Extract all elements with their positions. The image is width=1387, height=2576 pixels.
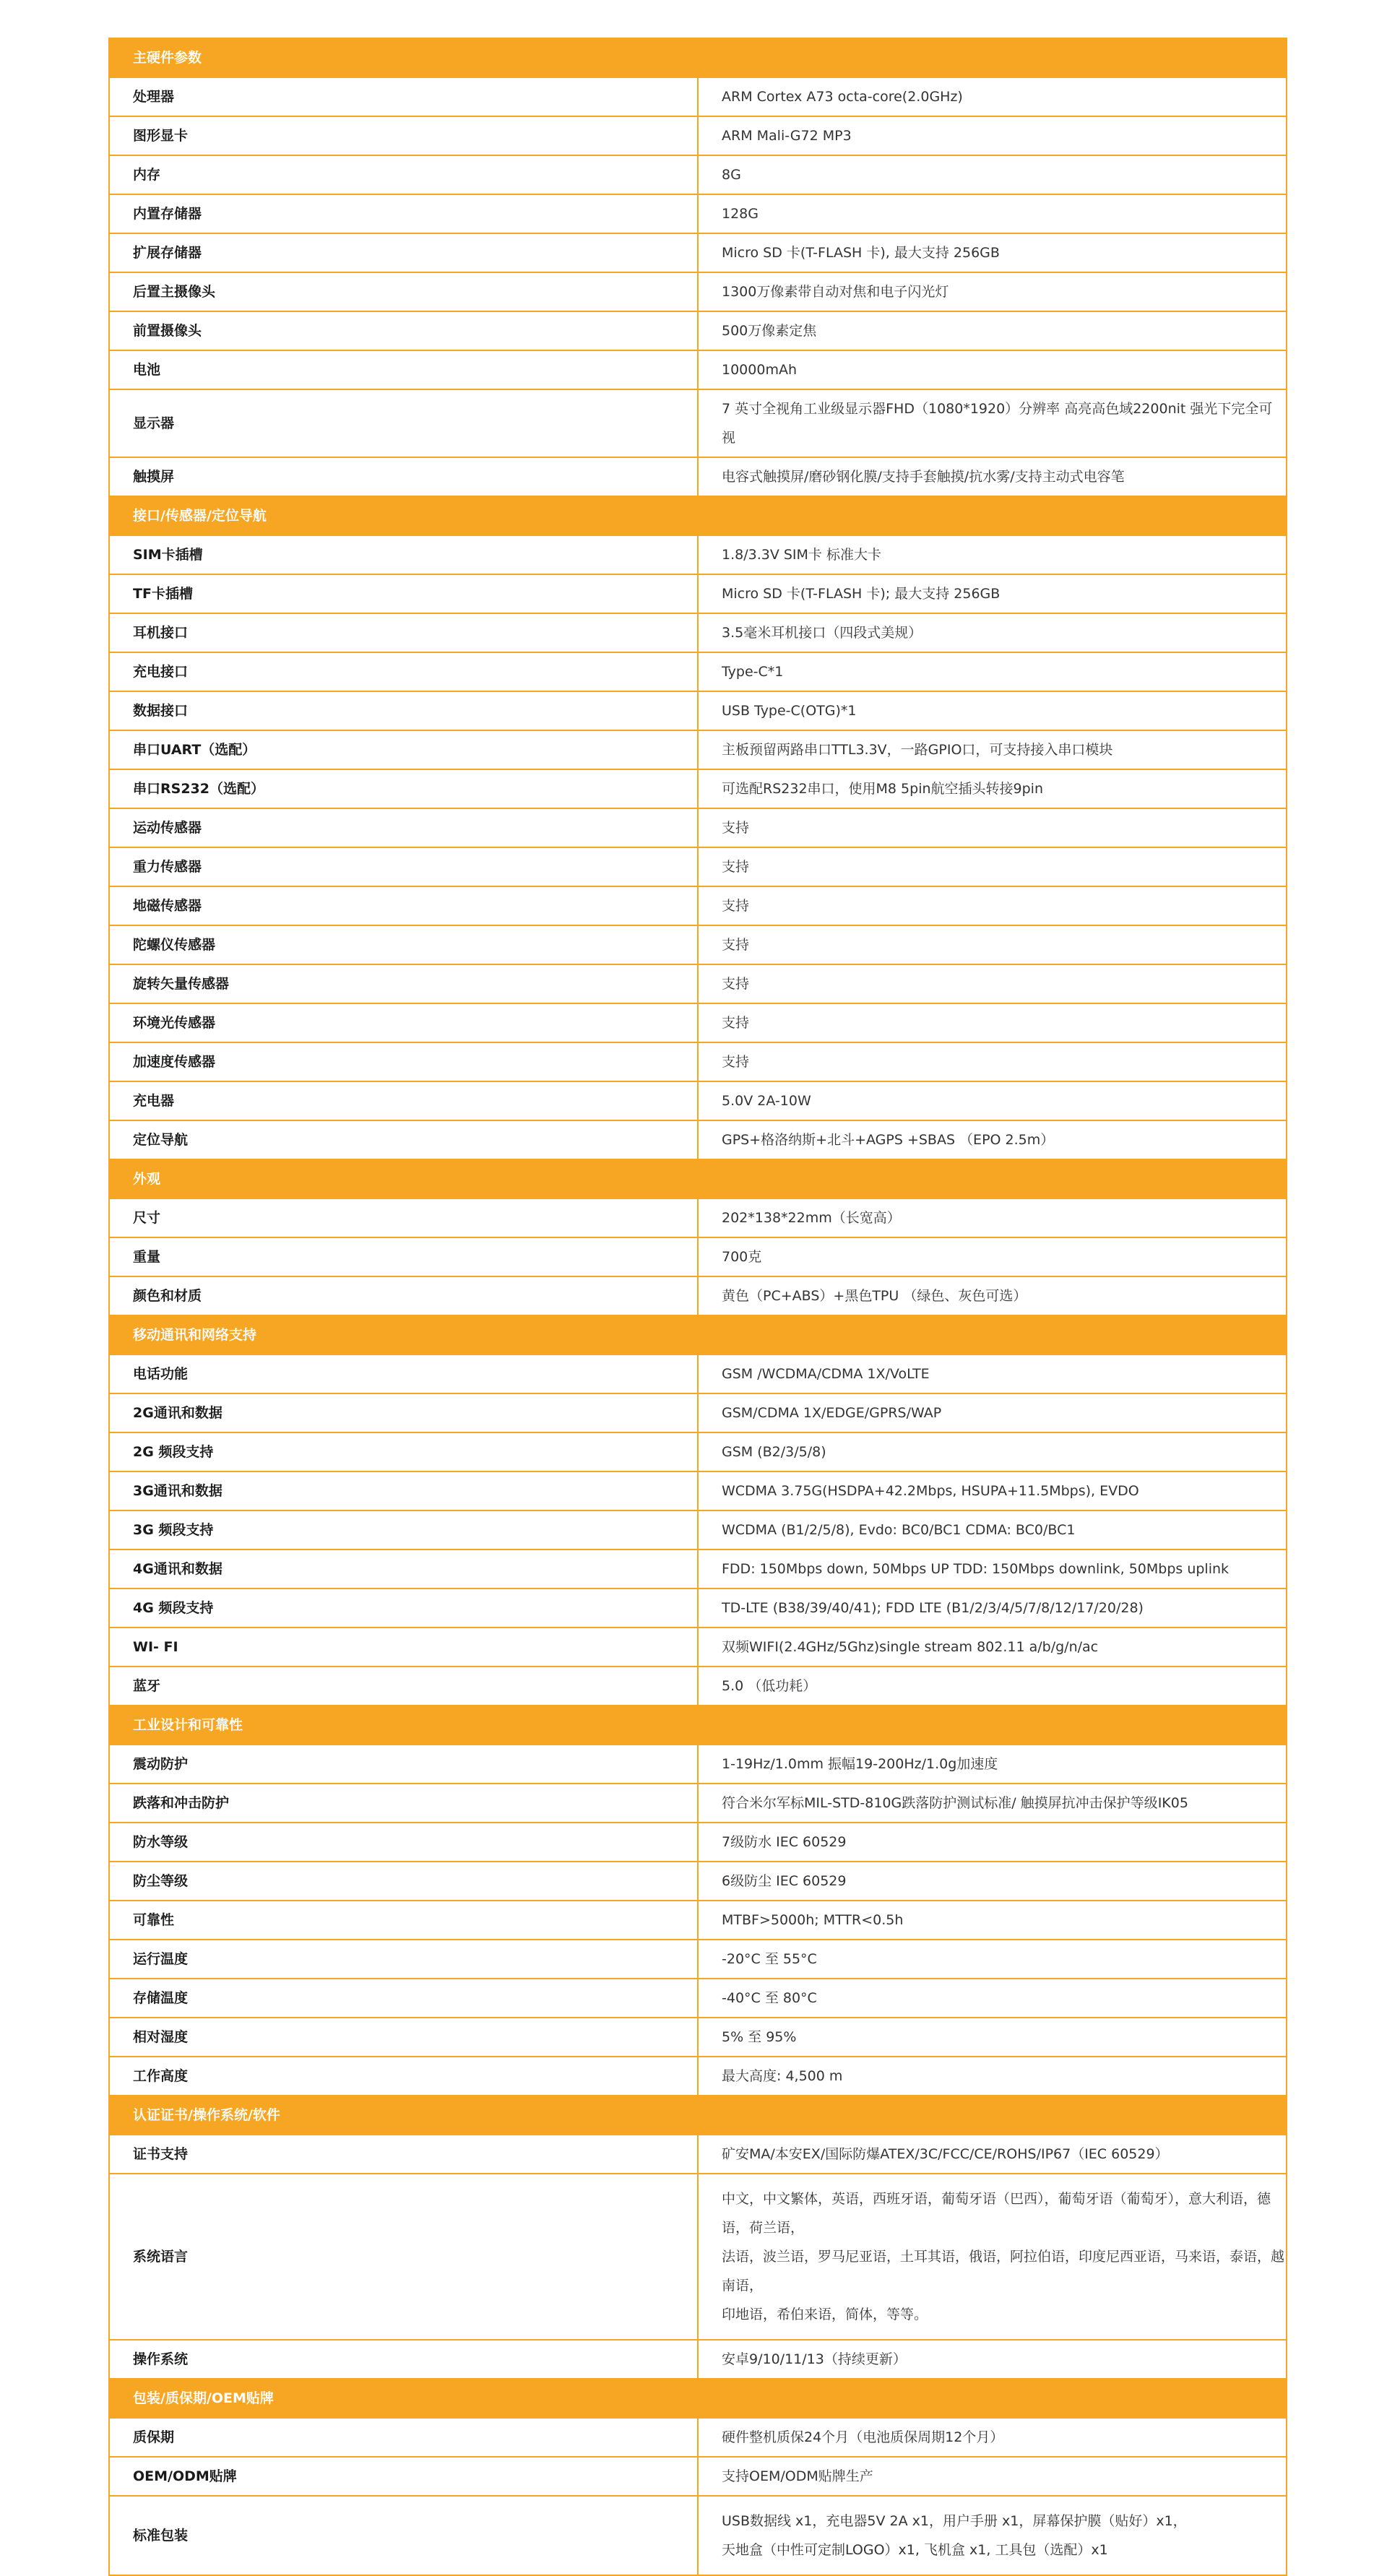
spec-label: 3G 频段支持 — [109, 1510, 698, 1550]
spec-label: 充电器 — [109, 1081, 698, 1120]
spec-row — [109, 2496, 1287, 2575]
spec-value — [698, 1901, 1287, 1940]
spec-row — [109, 1510, 1287, 1550]
spec-row — [109, 964, 1287, 1003]
spec-value-line: GPS+格洛纳斯+北斗+AGPS +SBAS （EPO 2.5m） — [722, 1132, 1055, 1148]
spec-value — [698, 613, 1287, 652]
spec-value — [698, 2135, 1287, 2174]
spec-label: 重量 — [109, 1237, 698, 1276]
spec-row — [109, 1354, 1287, 1393]
section-title: 认证证书/操作系统/软件 — [109, 2096, 1287, 2135]
spec-value-line: 天地盒（中性可定制LOGO）x1, 飞机盒 x1, 工具包（选配）x1 — [722, 2542, 1108, 2558]
spec-label: 蓝牙 — [109, 1667, 698, 1706]
spec-row — [109, 155, 1287, 194]
spec-label: 内置存储器 — [109, 194, 698, 233]
spec-value-line: 3.5毫米耳机接口（四段式美规） — [722, 625, 922, 641]
spec-label: 陀螺仪传感器 — [109, 925, 698, 964]
spec-value — [698, 1432, 1287, 1471]
spec-value-line: 黄色（PC+ABS）+黑色TPU （绿色、灰色可选） — [722, 1288, 1027, 1304]
section-header-row — [109, 2096, 1287, 2135]
spec-label: 质保期 — [109, 2418, 698, 2457]
spec-label: 跌落和冲击防护 — [109, 1784, 698, 1823]
spec-value — [698, 2457, 1287, 2496]
spec-value-line: 双频WIFI(2.4GHz/5Ghz)single stream 802.11 a/b/g/n/ac — [722, 1639, 1099, 1655]
spec-row — [109, 233, 1287, 272]
spec-label: 串口UART（选配） — [109, 730, 698, 769]
section-header-row — [109, 1159, 1287, 1198]
spec-label: 后置主摄像头 — [109, 272, 698, 311]
spec-value — [698, 1667, 1287, 1706]
spec-row — [109, 350, 1287, 389]
spec-value-line: 中文，中文繁体，英语，西班牙语，葡萄牙语（巴西），葡萄牙语（葡萄牙），意大利语，德语，荷兰语， — [722, 2191, 1271, 2236]
spec-value-line: 202*138*22mm（长宽高） — [722, 1210, 901, 1226]
spec-value — [698, 652, 1287, 691]
spec-label: 存储温度 — [109, 1979, 698, 2018]
spec-value — [698, 1550, 1287, 1589]
spec-value-line: 法语，波兰语，罗马尼亚语，土耳其语，俄语，阿拉伯语，印度尼西亚语，马来语，泰语，越南语， — [722, 2249, 1285, 2294]
spec-value — [698, 1471, 1287, 1510]
spec-row — [109, 1042, 1287, 1081]
spec-label: OEM/ODM贴牌 — [109, 2457, 698, 2496]
spec-label: 证书支持 — [109, 2135, 698, 2174]
spec-value — [698, 925, 1287, 964]
spec-value — [698, 2418, 1287, 2457]
spec-row — [109, 1901, 1287, 1940]
spec-value-line: USB Type-C(OTG)*1 — [722, 703, 857, 719]
section-header-row — [109, 496, 1287, 535]
spec-row — [109, 1003, 1287, 1042]
spec-value-line: 最大高度: 4,500 m — [722, 2068, 843, 2084]
spec-value-line: 7 英寸全视角工业级显示器FHD（1080*1920）分辨率 高亮高色域2200nit 强光下完全可视 — [722, 401, 1273, 446]
spec-value-line: 5.0V 2A-10W — [722, 1093, 811, 1109]
spec-value-line: ARM Cortex A73 octa-core(2.0GHz) — [722, 89, 963, 105]
spec-value-line: 安卓9/10/11/13（持续更新） — [722, 2351, 907, 2367]
spec-label: 充电接口 — [109, 652, 698, 691]
spec-label: 颜色和材质 — [109, 1276, 698, 1315]
spec-value-line: 700克 — [722, 1249, 762, 1265]
spec-label: 旋转矢量传感器 — [109, 964, 698, 1003]
spec-row — [109, 1237, 1287, 1276]
spec-row — [109, 769, 1287, 808]
spec-row — [109, 1120, 1287, 1159]
spec-value — [698, 2340, 1287, 2379]
section-title: 主硬件参数 — [109, 38, 1287, 77]
spec-value — [698, 964, 1287, 1003]
spec-row — [109, 730, 1287, 769]
spec-row — [109, 2057, 1287, 2096]
spec-label: 处理器 — [109, 77, 698, 116]
spec-value-line: 支持 — [722, 820, 750, 836]
spec-value-line: 符合米尔军标MIL-STD-810G跌落防护测试标准/ 触摸屏抗冲击保护等级IK05 — [722, 1795, 1188, 1811]
spec-value — [698, 77, 1287, 116]
spec-value — [698, 691, 1287, 730]
spec-value-line: TD-LTE (B38/39/40/41); FDD LTE (B1/2/3/4/5/7/8/12/17/20/28) — [722, 1600, 1144, 1616]
spec-label: 可靠性 — [109, 1901, 698, 1940]
spec-value — [698, 1393, 1287, 1432]
spec-value — [698, 1823, 1287, 1862]
spec-row — [109, 389, 1287, 457]
spec-row — [109, 535, 1287, 574]
spec-label: 前置摄像头 — [109, 311, 698, 350]
spec-value-line: 8G — [722, 167, 741, 183]
spec-row — [109, 2018, 1287, 2057]
spec-row — [109, 847, 1287, 886]
spec-label: 重力传感器 — [109, 847, 698, 886]
spec-row — [109, 808, 1287, 847]
spec-row — [109, 613, 1287, 652]
spec-value — [698, 1862, 1287, 1901]
spec-value-line: WCDMA 3.75G(HSDPA+42.2Mbps, HSUPA+11.5Mbps), EVDO — [722, 1483, 1139, 1499]
spec-value-line: 支持 — [722, 976, 750, 992]
spec-value — [698, 1354, 1287, 1393]
spec-value-line: 支持 — [722, 937, 750, 953]
spec-row — [109, 574, 1287, 613]
spec-value — [698, 311, 1287, 350]
spec-table — [108, 38, 1287, 2576]
spec-label: 尺寸 — [109, 1198, 698, 1237]
spec-value-line: -20°C 至 55°C — [722, 1951, 817, 1967]
spec-value-line: FDD: 150Mbps down, 50Mbps UP TDD: 150Mbps downlink, 50Mbps uplink — [722, 1561, 1230, 1577]
spec-value — [698, 1276, 1287, 1315]
spec-value — [698, 1784, 1287, 1823]
spec-value-line: 支持 — [722, 1015, 750, 1031]
spec-value-line: 6级防尘 IEC 60529 — [722, 1873, 847, 1889]
spec-value — [698, 2018, 1287, 2057]
spec-value — [698, 886, 1287, 925]
spec-value-line: 支持OEM/ODM贴牌生产 — [722, 2468, 873, 2484]
spec-label: 显示器 — [109, 389, 698, 457]
spec-value — [698, 1979, 1287, 2018]
spec-value — [698, 1003, 1287, 1042]
spec-table-body — [109, 38, 1287, 2575]
spec-row — [109, 272, 1287, 311]
spec-row — [109, 2340, 1287, 2379]
spec-label: 2G通讯和数据 — [109, 1393, 698, 1432]
spec-label: 定位导航 — [109, 1120, 698, 1159]
section-header-row — [109, 2379, 1287, 2418]
spec-value-line: 128G — [722, 206, 759, 222]
spec-value — [698, 155, 1287, 194]
spec-row — [109, 1550, 1287, 1589]
spec-label: 3G通讯和数据 — [109, 1471, 698, 1510]
section-header-row — [109, 38, 1287, 77]
spec-value-line: 5% 至 95% — [722, 2029, 797, 2045]
spec-label: 系统语言 — [109, 2174, 698, 2340]
spec-value — [698, 1745, 1287, 1784]
spec-label: 防尘等级 — [109, 1862, 698, 1901]
spec-row — [109, 691, 1287, 730]
spec-row — [109, 194, 1287, 233]
spec-value — [698, 194, 1287, 233]
spec-row — [109, 886, 1287, 925]
spec-label: 4G 频段支持 — [109, 1589, 698, 1628]
spec-value — [698, 847, 1287, 886]
spec-row — [109, 1979, 1287, 2018]
spec-value-line: USB数据线 x1，充电器5V 2A x1，用户手册 x1，屏幕保护膜（贴好）x1， — [722, 2513, 1187, 2529]
spec-value — [698, 535, 1287, 574]
spec-value — [698, 116, 1287, 155]
spec-row — [109, 2418, 1287, 2457]
spec-value — [698, 730, 1287, 769]
spec-row — [109, 311, 1287, 350]
spec-label: 运动传感器 — [109, 808, 698, 847]
spec-value-line: -40°C 至 80°C — [722, 1990, 817, 2006]
spec-value — [698, 769, 1287, 808]
spec-label: 电池 — [109, 350, 698, 389]
section-title: 移动通讯和网络支持 — [109, 1315, 1287, 1354]
spec-value-line: GSM/CDMA 1X/EDGE/GPRS/WAP — [722, 1405, 942, 1421]
section-title: 包装/质保期/OEM贴牌 — [109, 2379, 1287, 2418]
spec-value — [698, 350, 1287, 389]
spec-row — [109, 2135, 1287, 2174]
spec-value-line: 5.0 （低功耗） — [722, 1678, 817, 1694]
spec-row — [109, 1432, 1287, 1471]
spec-label: 环境光传感器 — [109, 1003, 698, 1042]
spec-label: 扩展存储器 — [109, 233, 698, 272]
spec-label: 工作高度 — [109, 2057, 698, 2096]
spec-label: 加速度传感器 — [109, 1042, 698, 1081]
spec-value — [698, 1198, 1287, 1237]
spec-value-line: 可选配RS232串口，使用M8 5pin航空插头转接9pin — [722, 781, 1043, 797]
spec-label: 数据接口 — [109, 691, 698, 730]
spec-value — [698, 1940, 1287, 1979]
spec-label: 触摸屏 — [109, 457, 698, 496]
spec-label: SIM卡插槽 — [109, 535, 698, 574]
spec-value-line: Micro SD 卡(T-FLASH 卡), 最大支持 256GB — [722, 245, 1000, 261]
spec-row — [109, 1862, 1287, 1901]
spec-value-line: ARM Mali-G72 MP3 — [722, 128, 852, 144]
spec-value — [698, 2496, 1287, 2575]
spec-label: 防水等级 — [109, 1823, 698, 1862]
spec-label: 图形显卡 — [109, 116, 698, 155]
spec-label: WI- FI — [109, 1628, 698, 1667]
spec-row — [109, 925, 1287, 964]
spec-value — [698, 574, 1287, 613]
section-title: 工业设计和可靠性 — [109, 1706, 1287, 1745]
spec-value-line: WCDMA (B1/2/5/8), Evdo: BC0/BC1 CDMA: BC0/BC1 — [722, 1522, 1076, 1538]
spec-value — [698, 2057, 1287, 2096]
spec-label: 内存 — [109, 155, 698, 194]
spec-row — [109, 1823, 1287, 1862]
spec-value — [698, 1042, 1287, 1081]
spec-label: 地磁传感器 — [109, 886, 698, 925]
spec-row — [109, 1276, 1287, 1315]
spec-value-line: 硬件整机质保24个月（电池质保周期12个月） — [722, 2429, 1004, 2445]
spec-label: 电话功能 — [109, 1354, 698, 1393]
spec-row — [109, 77, 1287, 116]
spec-value-line: 10000mAh — [722, 362, 797, 378]
spec-value — [698, 1237, 1287, 1276]
section-header-row — [109, 1315, 1287, 1354]
spec-value — [698, 1510, 1287, 1550]
spec-value — [698, 457, 1287, 496]
spec-value-line: 500万像素定焦 — [722, 323, 817, 339]
spec-row — [109, 1081, 1287, 1120]
spec-value-line: 1.8/3.3V SIM卡 标准大卡 — [722, 547, 881, 563]
spec-value-line: 电容式触摸屏/磨砂钢化膜/支持手套触摸/抗水雾/支持主动式电容笔 — [722, 469, 1125, 485]
spec-row — [109, 1667, 1287, 1706]
spec-value — [698, 272, 1287, 311]
spec-value — [698, 1081, 1287, 1120]
spec-label: 耳机接口 — [109, 613, 698, 652]
spec-label: 标准包装 — [109, 2496, 698, 2575]
spec-row — [109, 1589, 1287, 1628]
spec-value — [698, 2174, 1287, 2340]
spec-label: 4G通讯和数据 — [109, 1550, 698, 1589]
spec-row — [109, 1745, 1287, 1784]
spec-value-line: 1-19Hz/1.0mm 振幅19-200Hz/1.0g加速度 — [722, 1756, 998, 1772]
spec-label: 操作系统 — [109, 2340, 698, 2379]
spec-row — [109, 457, 1287, 496]
spec-row — [109, 1471, 1287, 1510]
spec-value — [698, 1628, 1287, 1667]
spec-value — [698, 233, 1287, 272]
spec-row — [109, 1940, 1287, 1979]
spec-value-line: GSM (B2/3/5/8) — [722, 1444, 826, 1460]
spec-value-line: 主板预留两路串口TTL3.3V，一路GPIO口，可支持接入串口模块 — [722, 742, 1113, 758]
spec-value-line: 1300万像素带自动对焦和电子闪光灯 — [722, 284, 949, 300]
spec-label: 串口RS232（选配） — [109, 769, 698, 808]
spec-value — [698, 808, 1287, 847]
spec-label: TF卡插槽 — [109, 574, 698, 613]
spec-label: 2G 频段支持 — [109, 1432, 698, 1471]
spec-value — [698, 1120, 1287, 1159]
section-title: 外观 — [109, 1159, 1287, 1198]
spec-value-line: Micro SD 卡(T-FLASH 卡); 最大支持 256GB — [722, 586, 1001, 602]
section-title: 接口/传感器/定位导航 — [109, 496, 1287, 535]
spec-row — [109, 116, 1287, 155]
section-header-row — [109, 1706, 1287, 1745]
spec-value-line: Type-C*1 — [722, 664, 784, 680]
spec-value-line: MTBF>5000h; MTTR<0.5h — [722, 1912, 904, 1928]
spec-value-line: GSM /WCDMA/CDMA 1X/VoLTE — [722, 1366, 930, 1382]
spec-row — [109, 2174, 1287, 2340]
spec-label: 相对湿度 — [109, 2018, 698, 2057]
spec-row — [109, 1198, 1287, 1237]
spec-label: 震动防护 — [109, 1745, 698, 1784]
spec-row — [109, 1628, 1287, 1667]
spec-row — [109, 652, 1287, 691]
spec-label: 运行温度 — [109, 1940, 698, 1979]
spec-row — [109, 2457, 1287, 2496]
spec-value-line: 支持 — [722, 898, 750, 914]
spec-row — [109, 1784, 1287, 1823]
spec-value-line: 7级防水 IEC 60529 — [722, 1834, 847, 1850]
spec-value-line: 矿安MA/本安EX/国际防爆ATEX/3C/FCC/CE/ROHS/IP67（IEC 60529） — [722, 2146, 1169, 2162]
spec-value — [698, 1589, 1287, 1628]
spec-value-line: 支持 — [722, 1054, 750, 1070]
spec-value-line: 支持 — [722, 859, 750, 875]
spec-value-line: 印地语，希伯来语，简体，等等。 — [722, 2307, 928, 2322]
spec-value — [698, 389, 1287, 457]
spec-row — [109, 1393, 1287, 1432]
